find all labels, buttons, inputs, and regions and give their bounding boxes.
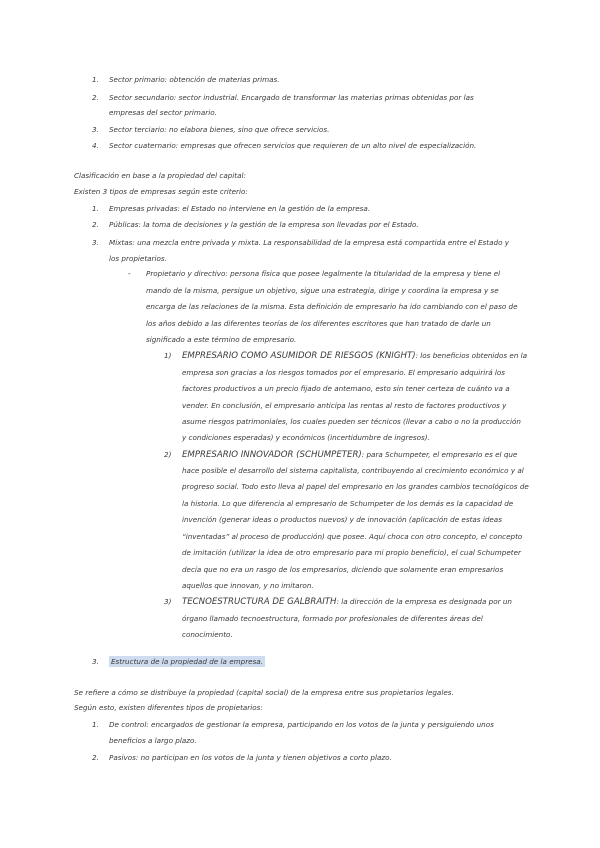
dash-item-line: Propietario y directivo: persona física que posee legalmente la titularidad de la empresa y tiene el [146, 269, 501, 278]
sub-item-line: hace posible el desarrollo del sistema capitalista, contribuyendo al crecimiento económico y al [182, 466, 524, 475]
sub-item-text: : la dirección de la empresa es designada por un [336, 597, 512, 606]
list-number: 1. [92, 75, 99, 84]
list-item-continued: beneficios a largo plazo. [109, 736, 197, 745]
sub-item-line: progreso social. Todo esto lleva al papel del empresario en los grandes cambios tecnológicos de [182, 482, 529, 491]
list-number: 3. [92, 125, 99, 134]
sub-item-line: órgano llamado tecnoestructura, formado por profesionales de diferentes áreas del [182, 614, 483, 623]
dash-item-line: encarga de las relaciones de la misma. Esta definición de empresario ha ido cambiando con el paso de [146, 302, 518, 311]
sub-item-line: “inventadas” al proceso de producción) que posee. Aquí choca con otro concepto, el concepto [182, 532, 523, 541]
section-heading: Clasificación en base a la propiedad del capital: [74, 171, 246, 180]
sub-list-number: 1) [164, 351, 172, 360]
sub-item-line: y condiciones esperadas) y económicos (incertidumbre de ingresos). [182, 433, 430, 442]
sub-item-text: : para Schumpeter, el empresario es el que [361, 450, 518, 459]
list-item: Sector cuaternario: empresas que ofrecen servicios que requieren de un alto nivel de especialización. [109, 141, 477, 150]
highlighted-heading: Estructura de la propiedad de la empresa. [111, 657, 264, 666]
dash-bullet: - [128, 269, 131, 278]
sub-item-line: aquellos que innovan, y no imitaron. [182, 581, 314, 590]
section-intro: Existen 3 tipos de empresas según este criterio: [74, 187, 248, 196]
sub-item-title: TECNOESTRUCTURA DE GALBRAITH [182, 597, 337, 607]
sub-list-number: 3) [164, 597, 172, 606]
sub-item-title: EMPRESARIO COMO ASUMIDOR DE RIESGOS (KNIGHT) [182, 351, 416, 361]
list-item: Sector secundario: sector industrial. Encargado de transformar las materias primas obtenidas por las [109, 93, 474, 102]
sub-list-item [182, 594, 512, 610]
sub-item-title: EMPRESARIO INNOVADOR (SCHUMPETER) [182, 450, 362, 460]
section-heading [109, 654, 265, 670]
sub-item-line: invención (generar ideas o productos nuevos) y de innovación (aplicación de estas ideas [182, 515, 502, 524]
list-item: Públicas: la toma de decisiones y la gestión de la empresa son llevadas por el Estado. [109, 220, 419, 229]
list-item-continued: empresas del sector primario. [109, 108, 217, 117]
section-number: 3. [92, 657, 99, 666]
list-number: 2. [92, 753, 99, 762]
sub-item-line: factores productivos a un precio fijado de antemano, esto sin tener certeza de cuánto va a [182, 384, 510, 393]
sub-list-item [182, 447, 517, 463]
sub-item-line: empresa son gracias a los riesgos tomados por el empresario. El empresario adquirirá los [182, 368, 506, 377]
list-number: 4. [92, 141, 99, 150]
sub-item-line: de imitación (utilizar la idea de otro empresario para mi propio beneficio), el cual Schumpeter [182, 548, 521, 557]
list-number: 1. [92, 720, 99, 729]
section-intro: Se refiere a cómo se distribuye la propiedad (capital social) de la empresa entre sus propietarios legales. [74, 688, 454, 697]
dash-item-line: mando de la misma, persigue un objetivo, sigue una estrategia, dirige y coordina la empresa y se [146, 286, 499, 295]
sub-item-line: vender. En conclusión, el empresario anticipa las rentas al resto de factores productivos y [182, 401, 507, 410]
list-number: 2. [92, 93, 99, 102]
list-number: 2. [92, 220, 99, 229]
sub-item-line: la historia. Lo que diferencia al empresario de Schumpeter de los demás es la capacidad de [182, 499, 514, 508]
sub-item-line: conocimiento. [182, 630, 233, 639]
sub-item-text: : los beneficios obtenidos en la [415, 351, 528, 360]
dash-item-line: significado a este término de empresario. [146, 335, 297, 344]
sub-list-number: 2) [164, 450, 172, 459]
list-item: Mixtas: una mezcla entre privada y mixta. La responsabilidad de la empresa está compartida entre el Estado y [109, 238, 510, 247]
dash-item-line: los años debido a las diferentes teorías de los diferentes escritores que han tratado de darle un [146, 319, 491, 328]
sub-item-line: asume riesgos patrimoniales, los cuales pueden ser técnicos (llevar a cabo o no la producción [182, 417, 521, 426]
list-item: De control: encargados de gestionar la empresa, participando en los votos de la junta y persiguiendo unos [109, 720, 494, 729]
list-item: Sector primario: obtención de materias primas. [109, 75, 280, 84]
sub-item-line: decía que no era un rasgo de los empresarios, diciendo que solamente eran empresarios [182, 565, 504, 574]
list-number: 3. [92, 238, 99, 247]
list-item: Pasivos: no participan en los votos de la junta y tienen objetivos a corto plazo. [109, 753, 392, 762]
list-item: Sector terciario: no elabora bienes, sino que ofrece servicios. [109, 125, 330, 134]
section-intro: Según esto, existen diferentes tipos de propietarios: [74, 703, 263, 712]
list-item: Empresas privadas: el Estado no interviene en la gestión de la empresa. [109, 204, 371, 213]
list-item-continued: los propietarios. [109, 254, 167, 263]
sub-list-item [182, 348, 527, 364]
list-number: 1. [92, 204, 99, 213]
